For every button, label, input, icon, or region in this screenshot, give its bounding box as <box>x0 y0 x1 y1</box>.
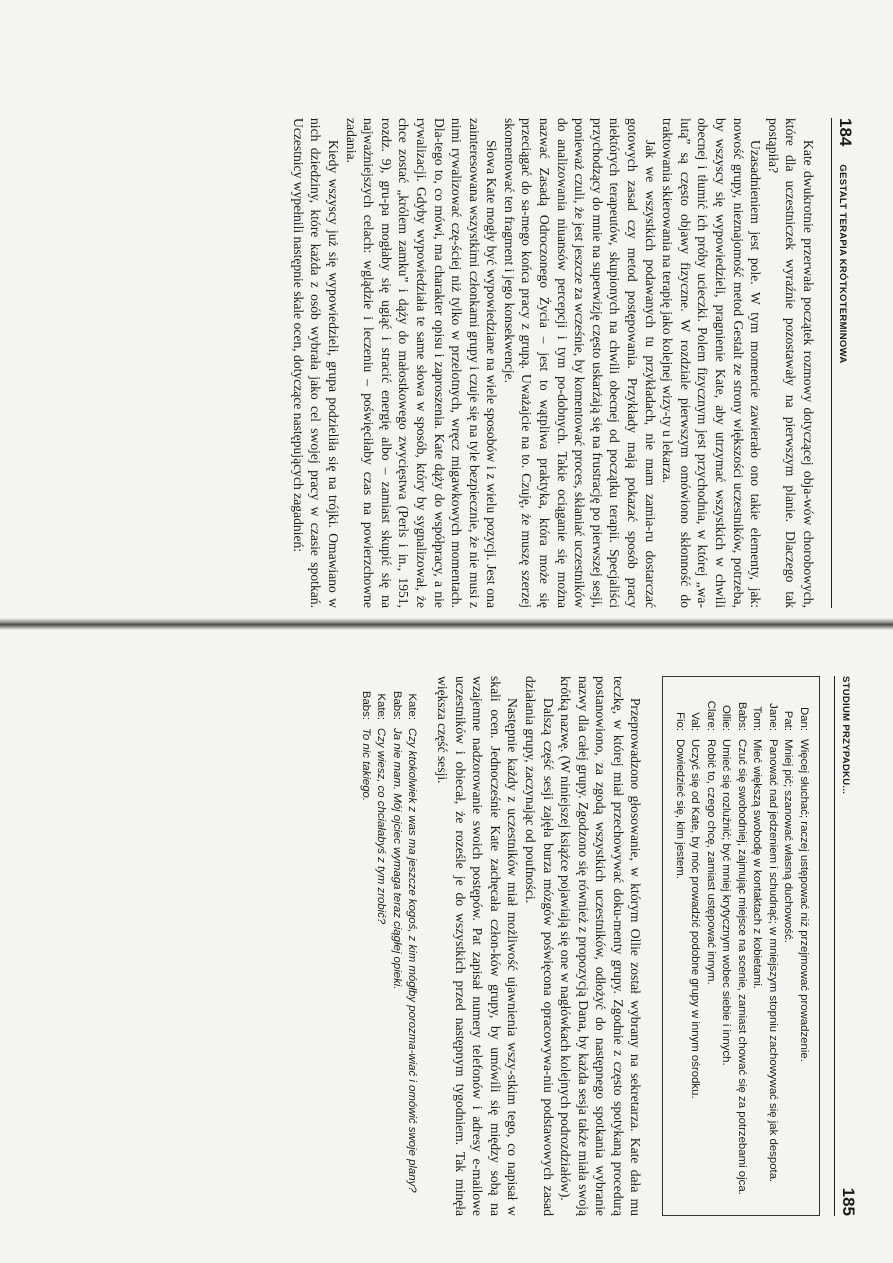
speaker-label: Pat: <box>782 710 795 731</box>
dialogue-text: Ja nie mam. Mój ojciec wymaga teraz ciągłej opieki. <box>390 728 403 990</box>
speaker-label: Kate: <box>375 693 388 720</box>
goal-text: Panować nad jedzeniem i schudnąć; w mniejszym stopniu zachowywać się jak despota. <box>767 739 779 1183</box>
page-number: 184 <box>836 118 855 147</box>
list-item <box>672 687 688 1205</box>
dialogue <box>357 676 419 1216</box>
goal-text: Robić to, czego chcę, zamiast ustępować innym. <box>705 739 717 985</box>
speaker-label: Clare: <box>705 700 717 731</box>
goal-text: Uczyć się od Kate, by móc prowadzić podobne grupy w innym ośrodku. <box>689 739 702 1099</box>
speaker-label: Babs: <box>359 690 372 720</box>
list-item <box>780 687 796 1205</box>
speaker-label: Ollie: <box>720 705 733 731</box>
page-header <box>831 118 855 608</box>
list-item <box>749 687 765 1205</box>
paragraph: Następnie każdy z uczestników miał możliwość ujawnienia wszy-stkim tego, co napisał w skali ocen. Jednocześnie Kate zachęcała człon-ków grupy, by umówili się między sobą na wzajemne nadzorowanie swoich postępów. Pat zapisał numery telefonów i adresy e-mailowe uczestników i obiecał, że roześle je do wszystkich przed następnym tygodniem. Tak minęła większa część sesji. <box>434 676 521 1216</box>
goal-text: Mieć większą swobodę w kontaktach z kobietami. <box>751 739 764 990</box>
paragraph: Uzasadnieniem jest pole. W tym momencie zawierało ono takie elementy, jak: nowość grupy, nieznajomość metod Gestalt ze strony większości uczestników, potrzeba, by wszyscy się wypowiedzieli, pragnienie Kate, aby utrzymać wszystkich w chwili obecnej i tłumić ich próby ucieczki. Polem fizycznym jest przychodnia, w której „wa-lutą” są często objawy fizyczne. W rozdziale pierwszym omówiono skłonność do traktowania skierowania na terapię jako kolejnej wizy-ty u lekarza. <box>660 118 764 608</box>
paragraph: Kiedy wszyscy już się wypowiedzieli, grupa podzieliła się na trójki. Omawiano w nich dziedziny, które każda z osób wybrała jako cel swojej pracy w czasie spotkań. Uczestnicy wypełnili następnie skale ocen, dotyczące następujących zagadnień: <box>290 118 341 608</box>
paragraph: Kate dwukrotnie przerwała początek rozmowy dotyczącej obja-wów chorobowych, które dla uczestniczek wyraźnie pozostawały na pierwszym planie. Dlaczego tak postąpiła? <box>765 118 816 608</box>
list-item <box>734 687 750 1205</box>
paragraph: Przeprowadzono głosowanie, w którym Ollie został wybrany na sekretarza. Kate dała mu teczkę, w której miał przechowywać doku-menty grupy. Zgodnie z często spotykaną procedurą postanowiono, za zgodą wszystkich uczestników, odłożyć do następnego spotkania wybranie nazwy dla całej grupy. Zgodzono się również z propozycją Dana, by każda sesja także miała swoją krótką nazwę. (W niniejszej książce pojawiają się one w nagłówkach kolejnych podrozdziałów). <box>558 676 644 1216</box>
list-item <box>718 687 734 1205</box>
list-item <box>703 687 719 1205</box>
list-item <box>765 687 781 1205</box>
running-head: GESTALT TERAPIA KRÓTKOTERMINOWA <box>837 164 848 364</box>
speaker-label: Fio: <box>674 712 686 731</box>
dialogue-line <box>388 676 404 1216</box>
paragraph: Dalszą część sesji zajęła burza mózgów poświęcona opracowywa-niu podstawowych zasad działania grupy, zaczynając od poufności. <box>522 676 556 1216</box>
dialogue-line <box>404 676 420 1216</box>
speaker-label: Val: <box>689 712 702 731</box>
goal-text: Umieć się rozluźnić; być mniej krytycznym wobec siebie i innych. <box>720 739 733 1066</box>
goal-text: Dowiedzieć się, kim jestem. <box>674 739 686 879</box>
paragraph: Jak we wszystkich podawanych tu przykładach, nie mam zamia-ru dostarczać gotowych zasad czy metod postępowania. Przykłady mają pokazać sposób pracy niektórych terapeutów, skupionych na chwili obecnej od początku terapii. Specjaliści przychodzący do mnie na superwizję często uskarżają się na frustrację po pierwszej sesji, ponieważ czuli, że jest jeszcze za wcześnie, by komentować proces, skłaniać uczestników do analizowania niuansów percepcji i tym po-dobnych. Takie ociąganie się można nazwać Zasadą Odroczonego Życia – jest to wątpliwa praktyka, która może się przeciągać do sa-mego końca pracy z grupą. Uważajcie na to. Czuję, że muszę szerzej skomentować ten fragment i jego konsekwencje. <box>501 118 658 608</box>
page-header <box>834 676 858 1216</box>
paragraph: Słowa Kate mogły być wypowiedziane na wiele sposobów i z wielu pozycji. Jest ona zainteresowana wszystkimi członkami grupy i czuje się na tyle bezpiecznie, że nie musi z nimi rywalizować czę-ściej niż tylko w przelotnych, wręcz migawkowych momentach. Dla-tego to, co mówi, ma charakter opisu i zaproszenia. Kate dąży do współpracy, a nie rywalizacji. Gdyby wypowiedziała te same słowa w sposób, który by sygnalizował, że chce zostać „królem zamku” i dąży do małostkowego zwycięstwa (Perls i in., 1951, rozdz. 9), gru-pa mogłaby się ugiąć i stracić energię albo – zamiast skupić się na najważniejszych celach: wglądzie i leczeniu – poświęciłaby czas na powierzchowne zadania. <box>343 118 500 608</box>
page-number: 185 <box>839 1187 858 1216</box>
goal-text: Czuć się swobodniej, zajmując miejsce na scenie, zamiast chować się za potrzebami ojca. <box>736 739 748 1195</box>
book-spine-shadow <box>0 618 893 630</box>
speaker-label: Dan: <box>798 706 810 731</box>
goal-text: Mniej pić; szanować własną duchowość. <box>782 739 795 943</box>
goals-box <box>663 676 821 1216</box>
speaker-label: Tom: <box>751 706 764 731</box>
running-head: STUDIUM PRZYPADKU... <box>840 676 851 795</box>
dialogue-text: To nic takiego. <box>359 728 372 802</box>
dialogue-text: Czy ktokolwiek z was ma jeszcze kogoś, z kim mógłby porozma-wiać i omówić swoje plany? <box>406 728 419 1193</box>
speaker-label: Babs: <box>736 701 748 731</box>
speaker-label: Babs: <box>390 690 403 720</box>
list-item <box>796 687 812 1205</box>
speaker-label: Kate: <box>406 693 419 720</box>
speaker-label: Jane: <box>767 703 779 731</box>
dialogue-line <box>357 676 373 1216</box>
dialogue-line <box>373 676 389 1216</box>
page-184 <box>55 118 855 608</box>
list-item <box>687 687 703 1205</box>
page-185 <box>58 676 858 1216</box>
dialogue-text: Czy wiesz, co chciałabyś z tym zrobić? <box>375 728 388 925</box>
goal-text: Więcej słuchać; raczej ustępować niż przejmować prowadzenie. <box>798 739 810 1062</box>
